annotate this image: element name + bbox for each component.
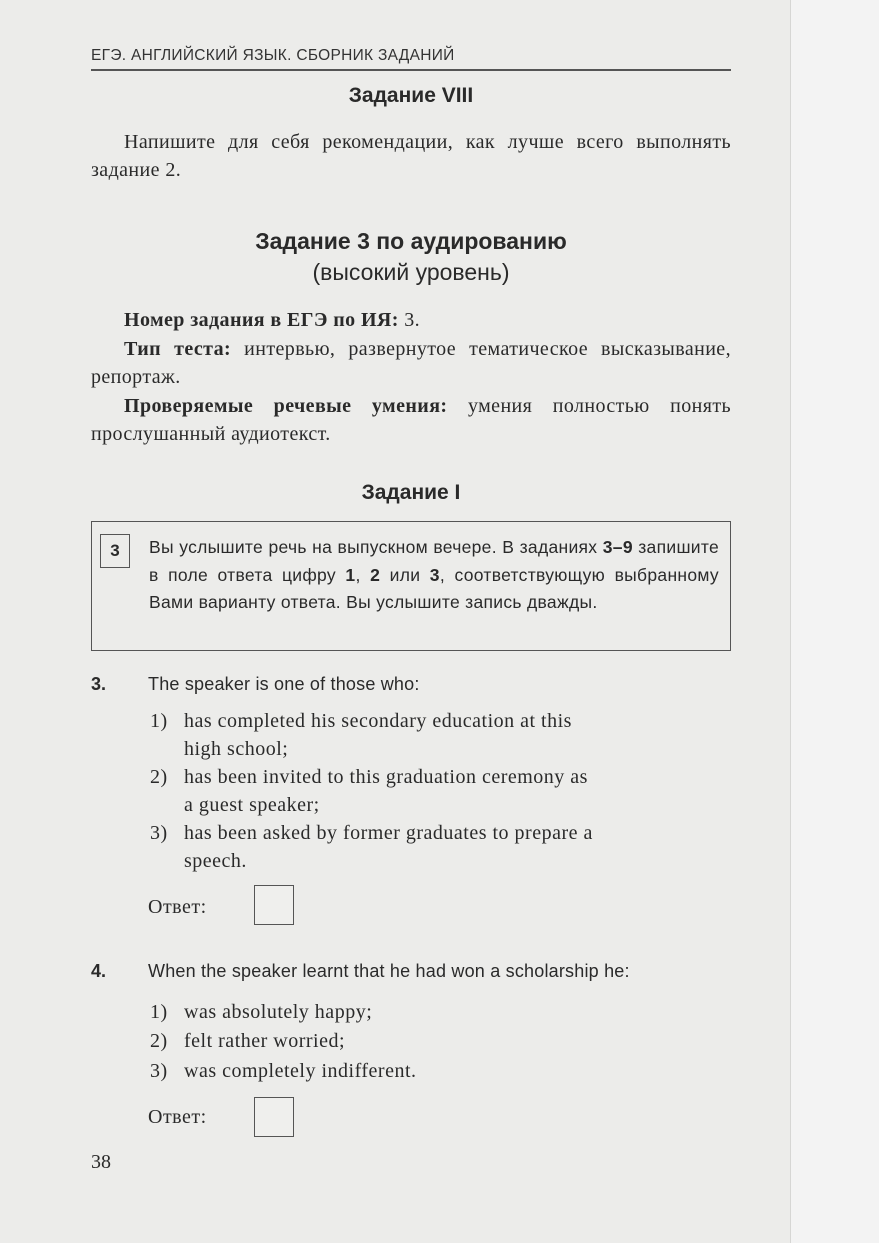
option-number: 3) [150, 822, 168, 844]
question-4-option-3 [150, 1057, 732, 1085]
skills-label: Проверяемые речевые умения: [124, 395, 448, 417]
task1-title: Задание I [361, 481, 461, 504]
test-type-line [91, 335, 731, 391]
option-text: felt rather worried; [184, 1030, 346, 1052]
question-3-answer-box[interactable] [254, 885, 294, 925]
instruction-box [91, 521, 731, 651]
question-3-number: 3. [91, 674, 107, 694]
task3-title: Задание 3 по аудированию [255, 228, 567, 254]
running-header: ЕГЭ. АНГЛИЙСКИЙ ЯЗЫК. СБОРНИК ЗАДАНИЙ [91, 47, 455, 64]
instruction-digit-2: 2 [370, 564, 381, 585]
question-3-option-2 [150, 763, 732, 819]
instruction-digit-3: 3 [429, 564, 440, 585]
instruction-part2: запишите в поле ответа цифру [149, 537, 720, 585]
option-text-continued: speech. [184, 850, 247, 872]
instruction-part1: Вы услышите речь на выпускном вечере. В заданиях [149, 537, 603, 557]
instruction-sep1: , [355, 564, 371, 585]
instruction-sep2: или [380, 564, 430, 585]
option-number: 3) [150, 1060, 168, 1082]
option-text: was completely indifferent. [184, 1060, 417, 1082]
skills-line [91, 392, 731, 448]
skills-value: умения полностью понять прослушанный аудиотекст. [91, 395, 732, 445]
question-3-option-3 [150, 819, 732, 875]
task8-title: Задание VIII [348, 84, 474, 107]
question-4-answer-label: Ответ: [148, 1106, 207, 1128]
instruction-range: 3–9 [602, 537, 633, 557]
question-4-option-2 [150, 1027, 732, 1055]
question-4-option-1 [150, 998, 732, 1026]
question-4-number: 4. [91, 961, 107, 981]
header-rule [91, 69, 731, 71]
option-text-continued: a guest speaker; [184, 794, 320, 816]
option-text: has been asked by former graduates to prepare a [184, 822, 593, 844]
option-number: 1) [150, 1001, 168, 1023]
option-number: 2) [150, 766, 168, 788]
task3-subtitle: (высокий уровень) [312, 259, 510, 285]
instruction-text [149, 534, 719, 617]
task8-text: Напишите для себя рекомендации, как лучше всего выполнять задание 2. [91, 131, 731, 181]
option-number: 1) [150, 710, 168, 732]
question-4-answer-box[interactable] [254, 1097, 294, 1137]
question-4-text: When the speaker learnt that he had won a scholarship he: [148, 961, 630, 981]
option-number: 2) [150, 1030, 168, 1052]
test-type-value: интервью, развернутое тематическое высказывание, репортаж. [91, 338, 731, 388]
question-3-option-1 [150, 707, 732, 763]
exam-number-line [91, 306, 731, 334]
option-text: has completed his secondary education at this [184, 710, 572, 732]
instruction-number: 3 [100, 534, 130, 568]
page-edge-margin [790, 0, 879, 1243]
exam-number-label: Номер задания в ЕГЭ по ИЯ: [124, 309, 399, 331]
question-3-answer-label: Ответ: [148, 896, 207, 918]
option-text: has been invited to this graduation ceremony as [184, 766, 588, 788]
instruction-part3: , соответствующую выбранному Вами варианту ответа. Вы услышите запись дважды. [149, 564, 719, 612]
option-text: was absolutely happy; [184, 1001, 373, 1023]
test-type-label: Тип теста: [124, 338, 232, 360]
page-number: 38 [91, 1151, 111, 1173]
exam-number-value: 3. [398, 309, 421, 331]
option-text-continued: high school; [184, 738, 289, 760]
instruction-digit-1: 1 [345, 564, 356, 585]
question-3-text: The speaker is one of those who: [148, 674, 420, 694]
